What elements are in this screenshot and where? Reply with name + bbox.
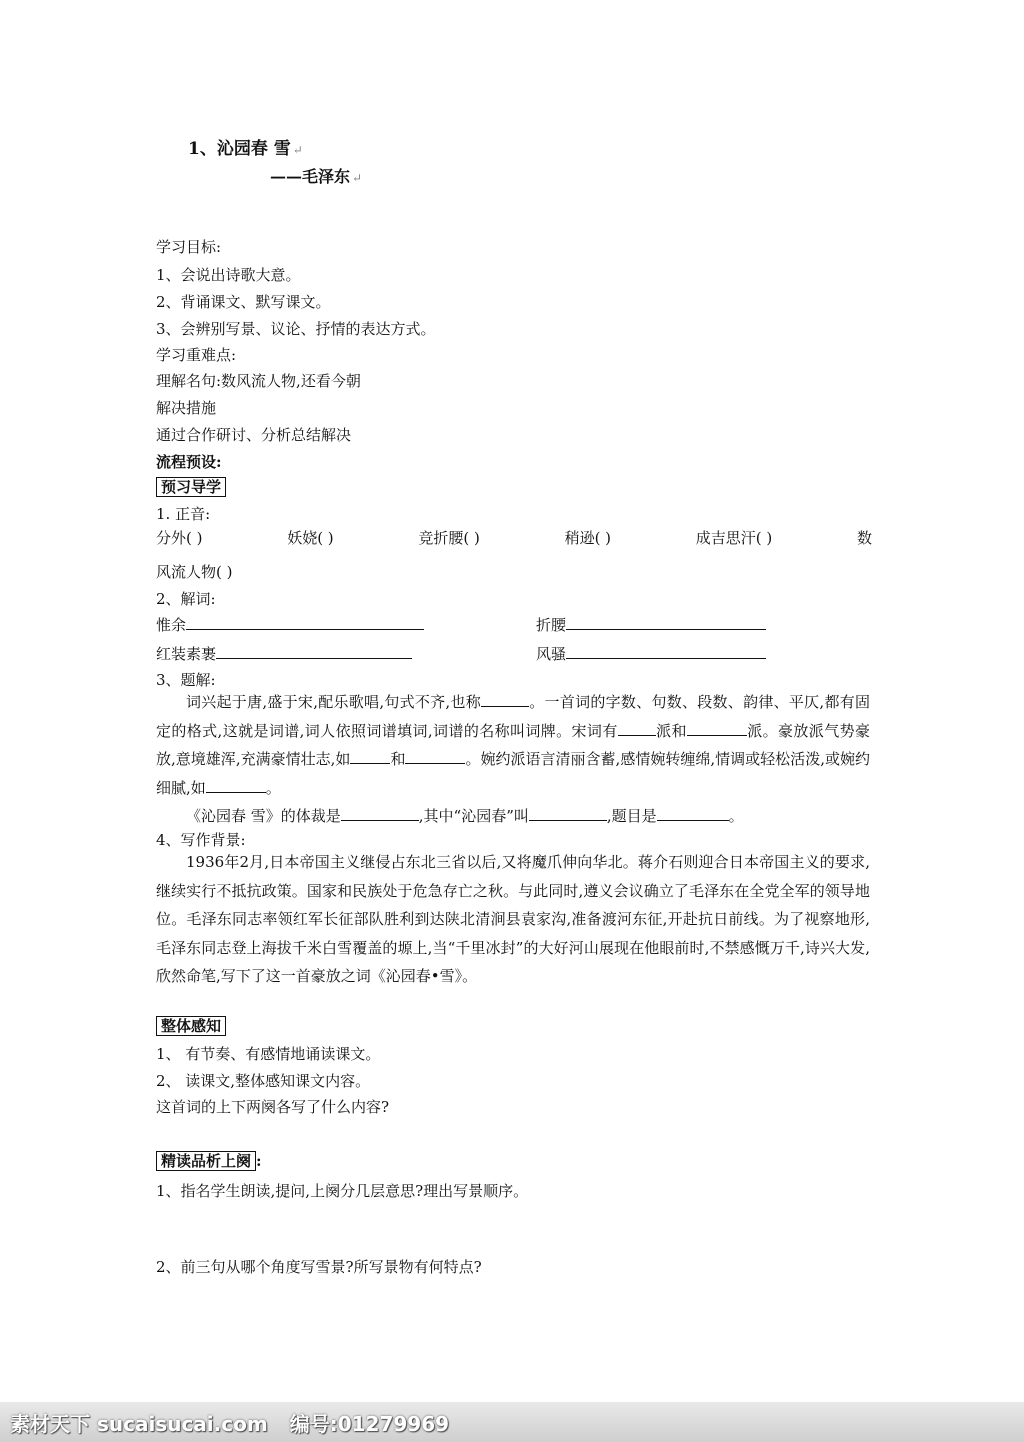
section-box-preview: 预习导学 — [156, 476, 226, 497]
watermark-bar — [0, 1402, 1024, 1442]
goals-heading: 学习目标: — [156, 238, 222, 256]
genre-question: 《沁园春 雪》的体裁是 ,其中“沁园春”叫 ,题目是 。 — [186, 807, 744, 825]
watermark-number: 编号:01279969 — [289, 1411, 450, 1436]
vocab-item: 折腰 — [536, 614, 766, 635]
overall-item: 1、 有节奏、有感情地诵读课文。 — [156, 1045, 381, 1063]
pronunciation-item: 风流人物( ) — [156, 563, 233, 581]
close-read-question: 1、指名学生朗读,提问,上阕分几层意思?理出写景顺序。 — [156, 1182, 529, 1200]
pronunciation-item: 竞折腰( ) — [418, 529, 480, 547]
overall-question: 这首词的上下两阕各写了什么内容? — [156, 1098, 390, 1116]
goal-item: 1、会说出诗歌大意。 — [156, 266, 301, 284]
overall-item: 2、 读课文,整体感知课文内容。 — [156, 1072, 371, 1090]
vocab-item: 风骚 — [536, 643, 766, 664]
background-heading: 4、写作背景: — [156, 831, 246, 849]
lesson-title: 1、沁园春 雪 ↵ — [188, 139, 303, 159]
watermark-site: 素材天下 sucaisucai.com — [10, 1411, 268, 1436]
key-points-heading: 学习重难点: — [156, 346, 237, 364]
solution-text: 通过合作研讨、分析总结解决 — [156, 426, 352, 444]
solution-heading: 解决措施 — [156, 399, 217, 417]
section-box-close-read: 精读品析上阕 : — [156, 1150, 262, 1171]
title-explain-heading: 3、题解: — [156, 671, 216, 689]
section-box-overall: 整体感知 — [156, 1015, 226, 1036]
close-read-question: 2、前三句从哪个角度写雪景?所写景物有何特点? — [156, 1258, 482, 1276]
pronunciation-heading: 1. 正音: — [156, 505, 211, 523]
goal-item: 2、背诵课文、默写课文。 — [156, 293, 331, 311]
flow-heading: 流程预设: — [156, 453, 222, 471]
pronunciation-item: 分外( ) — [156, 529, 203, 547]
vocab-item: 红装素裹 — [156, 643, 412, 664]
key-points-text: 理解名句:数风流人物,还看今朝 — [156, 372, 361, 390]
pronunciation-item: 数 — [856, 529, 872, 547]
pronunciation-item: 妖娆( ) — [287, 529, 334, 547]
goal-item: 3、会辨别写景、议论、抒情的表达方式。 — [156, 320, 436, 338]
pronunciation-item: 成吉思汗( ) — [695, 529, 773, 547]
lesson-author: ——毛泽东 ↵ — [270, 167, 363, 186]
title-explain-text: 词兴起于唐,盛于宋,配乐歌唱,句式不齐,也称 。一首词的字数、句数、段数、韵律、平仄,都有固定的格式,这就是词谱,词人依照词谱填词,词谱的名称叫词牌。宋词有 派和 派。豪放派气势豪放,意境雄浑,充满豪情壮志,如 和 。婉约派语言清丽含蓄,感情婉转缠绵,情调或轻松活泼,或婉约细腻,如 。 — [156, 693, 871, 797]
pronunciation-row — [156, 527, 872, 548]
vocab-heading: 2、解词: — [156, 590, 216, 608]
return-mark-icon: ↵ — [352, 171, 363, 185]
vocab-item: 惟余 — [156, 614, 424, 635]
return-mark-icon: ↵ — [292, 143, 303, 157]
pronunciation-item: 稍逊( ) — [564, 529, 612, 547]
background-text: 1936年2月,日本帝国主义继侵占东北三省以后,又将魔爪伸向华北。蒋介石则迎合日本帝国主义的要求,继续实行不抵抗政策。国家和民族处于危急存亡之秋。与此同时,遵义会议确立了毛泽东在全党全军的领导地位。毛泽东同志率领红军长征部队胜利到达陕北清涧县袁家沟,准备渡河东征,开赴抗日前线。为了视察地形,毛泽东同志登上海拔千米白雪覆盖的塬上,当“千里冰封”的大好河山展现在他眼前时,不禁感慨万千,诗兴大发,欣然命笔,写下了这一首豪放之词《沁园春•雪》。 — [156, 853, 870, 986]
